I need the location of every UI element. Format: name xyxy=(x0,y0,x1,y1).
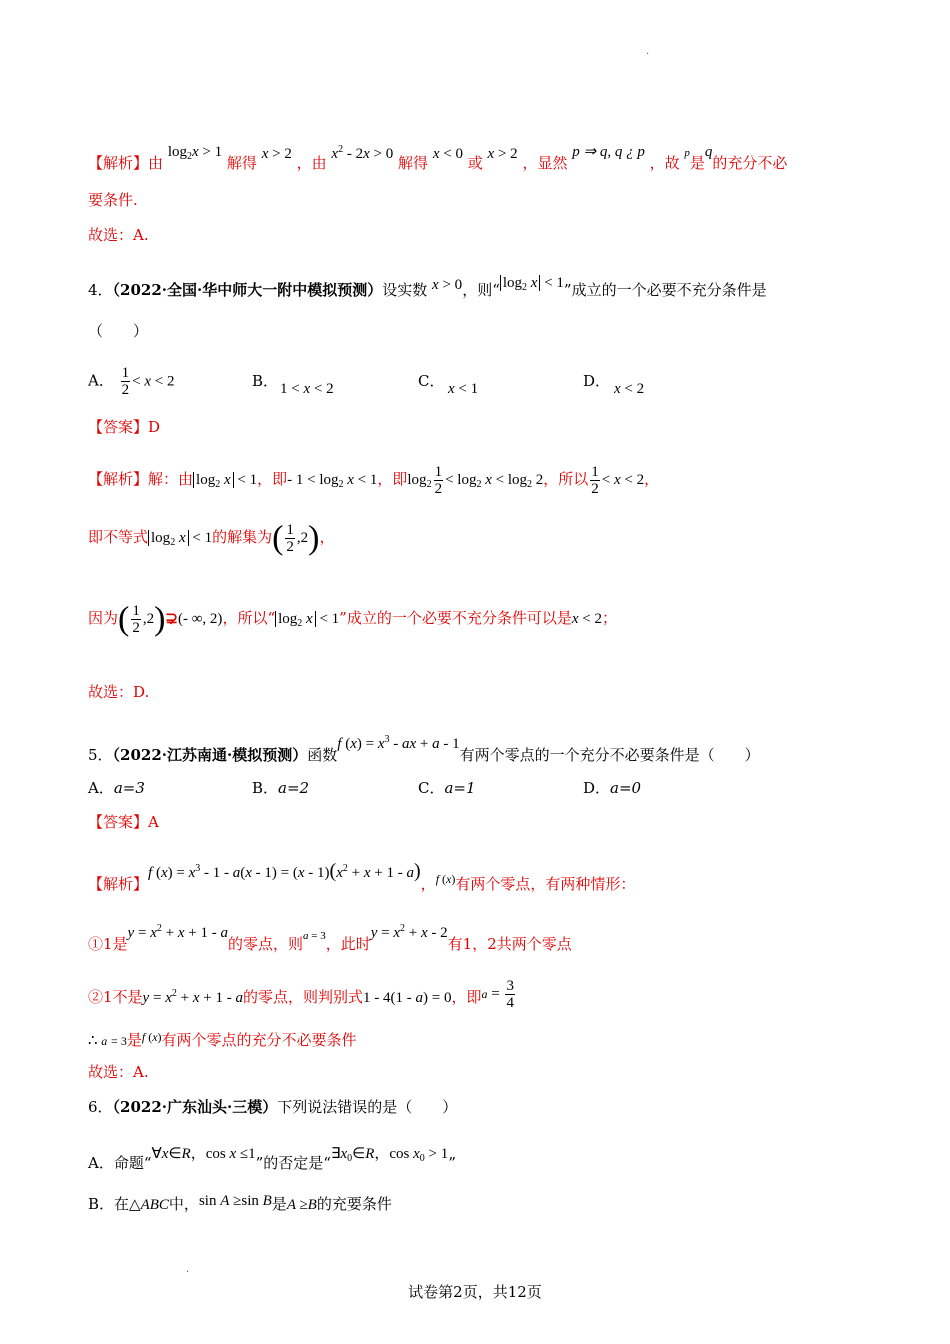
option-letter: C． xyxy=(418,779,445,797)
choice-line: 故选：A. xyxy=(88,226,149,244)
answer-q5: 【答案】A xyxy=(88,813,159,831)
analysis-label: 【解析】 xyxy=(88,875,149,893)
text: ，则“ xyxy=(462,281,500,299)
solution-q4-line3 xyxy=(88,600,617,638)
solution-q5-case1 xyxy=(88,918,572,955)
math-fx: f (x) xyxy=(141,1030,162,1044)
solution-q5-line1 xyxy=(88,858,635,895)
question-source: （2022·广东汕头·三模） xyxy=(112,1098,278,1116)
text: 解得 xyxy=(398,154,429,172)
scan-dot: . xyxy=(186,1264,190,1275)
math-interval: (- ∞, 2) xyxy=(178,610,223,627)
text: ，故 xyxy=(649,154,680,172)
option-letter: D． xyxy=(583,779,611,797)
text: 的解集为 xyxy=(212,527,273,546)
option-letter: C． xyxy=(418,372,445,390)
option-a xyxy=(88,365,174,398)
math-factorization: f $(x) = x^3 - 1 - a(x - 1) = (x - 1)(x^2 + x + 1 - a)$ xyxy=(148,860,421,882)
math-log-ineq: $\log_2x > 1$ xyxy=(167,144,223,162)
math-expr: x > 2 xyxy=(261,146,292,162)
math-expr: < x < 2 xyxy=(132,373,175,390)
option-letter: B． xyxy=(252,779,279,797)
math-triangle: ABC xyxy=(140,1197,169,1213)
math-expr: x < 2 xyxy=(614,381,645,397)
text: ， xyxy=(319,527,335,546)
math-expr: $x^2 - 2x > 0$ xyxy=(331,144,394,162)
math-abs-log: $\log_2 x < 1$ xyxy=(148,530,212,546)
text: 是 xyxy=(126,1031,142,1049)
question-4 xyxy=(88,272,767,301)
option-d xyxy=(583,370,645,410)
option-a xyxy=(88,777,145,798)
text: 有两个零点的一个充分不必要条件是（ ） xyxy=(459,746,760,764)
text: ，此时 xyxy=(325,935,371,953)
text: 函数 xyxy=(307,746,338,764)
option-math: a=3 xyxy=(113,779,145,797)
math-expr: x > 2 xyxy=(487,146,518,162)
option-math: a=2 xyxy=(278,779,310,797)
text: ； xyxy=(601,608,617,627)
question-number: 6． xyxy=(88,1098,113,1116)
option-letter: B． xyxy=(252,372,279,390)
text: 是 xyxy=(271,1195,287,1213)
math-p: p xyxy=(684,147,690,159)
analysis-label: 【解析】 xyxy=(88,469,149,488)
math-implication: p ⇒ q, q ¿ p xyxy=(572,144,645,160)
text: 中， xyxy=(168,1195,199,1213)
text: 的充要条件 xyxy=(316,1195,392,1213)
choice-line: 故选：A. xyxy=(88,1063,149,1081)
choice-line: 故选：D. xyxy=(88,683,150,701)
math-a-eq: a = 3 xyxy=(302,930,326,942)
solution-line-q3 xyxy=(88,139,787,174)
text: 解：由 xyxy=(148,469,194,488)
text: 命题“ xyxy=(113,1154,152,1172)
text: ，即 xyxy=(257,469,288,488)
text: 有1，2共两个零点 xyxy=(447,935,572,953)
text: ， xyxy=(644,469,660,488)
math-abs-log: $\log_2 x < 1$ xyxy=(193,472,257,488)
text: 解得 xyxy=(226,154,257,172)
solution-line-cont: 要条件. xyxy=(88,191,138,209)
math-interval: ( $\frac{1}{2}$ ,2) xyxy=(272,519,320,557)
scan-dot: . xyxy=(646,46,650,57)
text: 或 xyxy=(467,154,483,172)
text: ”成立的一个必要不充分条件是 xyxy=(563,281,767,299)
option-letter: B． xyxy=(88,1195,115,1213)
text: 有两个零点的充分不必要条件 xyxy=(161,1031,357,1049)
math-expr: $\frac{1}{2}$ < x < 2 xyxy=(591,464,645,497)
text: ①1是 xyxy=(88,935,128,953)
text: 即不等式 xyxy=(88,527,149,546)
math-expr: 1 < x < 2 xyxy=(280,381,334,397)
option-letter: A． xyxy=(88,779,114,797)
math-expr: x < 2 xyxy=(571,610,602,627)
text: 的零点，则 xyxy=(227,935,303,953)
analysis-label: 【解析】 xyxy=(88,154,149,172)
text: 设实数 xyxy=(382,281,428,299)
math-exists: $\exists x_0\in R$，$\cos x_0 > 1$ xyxy=(330,1146,449,1164)
question-5 xyxy=(88,729,760,766)
text: ”的否定是“ xyxy=(255,1154,331,1172)
math-sin-ineq: sin A ≥sin B xyxy=(198,1193,272,1209)
text: 在△ xyxy=(114,1195,141,1213)
text: ，所以“ xyxy=(222,608,276,627)
text: 的零点，则判别式 xyxy=(242,987,363,1006)
math-expr: x < 1 xyxy=(448,381,479,397)
text: ” xyxy=(448,1154,456,1172)
text: ”成立的一个必要不充分条件可以是 xyxy=(339,608,572,627)
text: 是 xyxy=(689,154,705,172)
math-interval: ( $\frac{1}{2}$ ,2) xyxy=(118,600,166,638)
text: ，即 xyxy=(377,469,408,488)
text: 因为 xyxy=(88,608,119,627)
math-expr: - $1 < \log_2 x < 1$ xyxy=(287,471,378,490)
math-function: f $(x) = x^3$ - ax + a - 1 xyxy=(337,734,460,752)
option-letter: D． xyxy=(583,372,611,390)
math-log-chain: $\log_2$ $\frac{1}{2}$ < $\log_2 x < \log_2 2$ xyxy=(407,464,544,497)
math-discriminant: 1 - 4(1 - a) = 0 xyxy=(362,989,452,1006)
fraction-half: $\frac{1}{2}$ xyxy=(121,365,130,398)
solution-q4-line2 xyxy=(88,519,335,557)
math-angle-ineq: A ≥B xyxy=(286,1197,317,1213)
text: ，由 xyxy=(296,154,327,172)
text: 由 xyxy=(148,154,164,172)
math-expr: x > 0 xyxy=(432,277,463,293)
math-expr: x < 0 xyxy=(432,146,463,162)
question-source: （2022·江苏南通·模拟预测） xyxy=(112,746,308,764)
option-letter: A． xyxy=(88,371,114,390)
option-b-q6 xyxy=(88,1190,392,1216)
option-letter: A． xyxy=(88,1154,114,1172)
option-b xyxy=(252,370,334,410)
option-c xyxy=(418,370,479,410)
answer-bracket: （ ） xyxy=(88,322,149,340)
text: 下列说法错误的是（ ） xyxy=(277,1098,458,1116)
math-therefore: ∴ a = 3 xyxy=(88,1033,127,1049)
math-quadratic: $y = x^2 + x - 2$ xyxy=(370,923,448,941)
page-footer: 试卷第2页，共12页 xyxy=(408,1283,542,1301)
math-fx: f (x) xyxy=(435,872,456,886)
option-math: a=0 xyxy=(610,779,642,797)
solution-q5-case2 xyxy=(88,978,517,1011)
math-q: q xyxy=(704,144,713,160)
solution-q5-conclusion xyxy=(88,1026,357,1052)
text: ，所以 xyxy=(543,469,589,488)
text: 有两个零点，有两种情形： xyxy=(455,875,636,893)
text: ，即 xyxy=(451,987,482,1006)
text: ， xyxy=(420,875,436,893)
math-forall: ∀x∈R，cos x ≤1 xyxy=(151,1146,256,1162)
option-c xyxy=(418,777,476,798)
question-6 xyxy=(88,1096,457,1118)
option-math: a=1 xyxy=(444,779,476,797)
text: ②1不是 xyxy=(88,987,143,1006)
text: 的充分不必 xyxy=(712,154,788,172)
option-d xyxy=(583,777,641,798)
text: ，显然 xyxy=(522,154,568,172)
question-number: 4． xyxy=(88,281,113,299)
math-abs-log: $\log_2 x < 1$ xyxy=(500,275,564,291)
math-abs-log: $\log_2 x < 1$ xyxy=(275,611,339,627)
solution-q4-line1 xyxy=(88,464,659,497)
option-a-q6 xyxy=(88,1143,456,1174)
math-quadratic: $y = x^2 + x + 1 - a$ xyxy=(142,987,243,1006)
option-b xyxy=(252,777,309,798)
answer-q4: 【答案】D xyxy=(88,418,161,436)
superset-symbol: ⊋ xyxy=(165,608,178,627)
math-a-frac: a = $\frac{3}{4}$ xyxy=(481,978,514,1011)
math-quadratic: $y = x^2 + x + 1 - a$ xyxy=(127,923,228,941)
question-number: 5． xyxy=(88,746,113,764)
question-source: （2022·全国·华中师大一附中模拟预测） xyxy=(112,281,383,299)
